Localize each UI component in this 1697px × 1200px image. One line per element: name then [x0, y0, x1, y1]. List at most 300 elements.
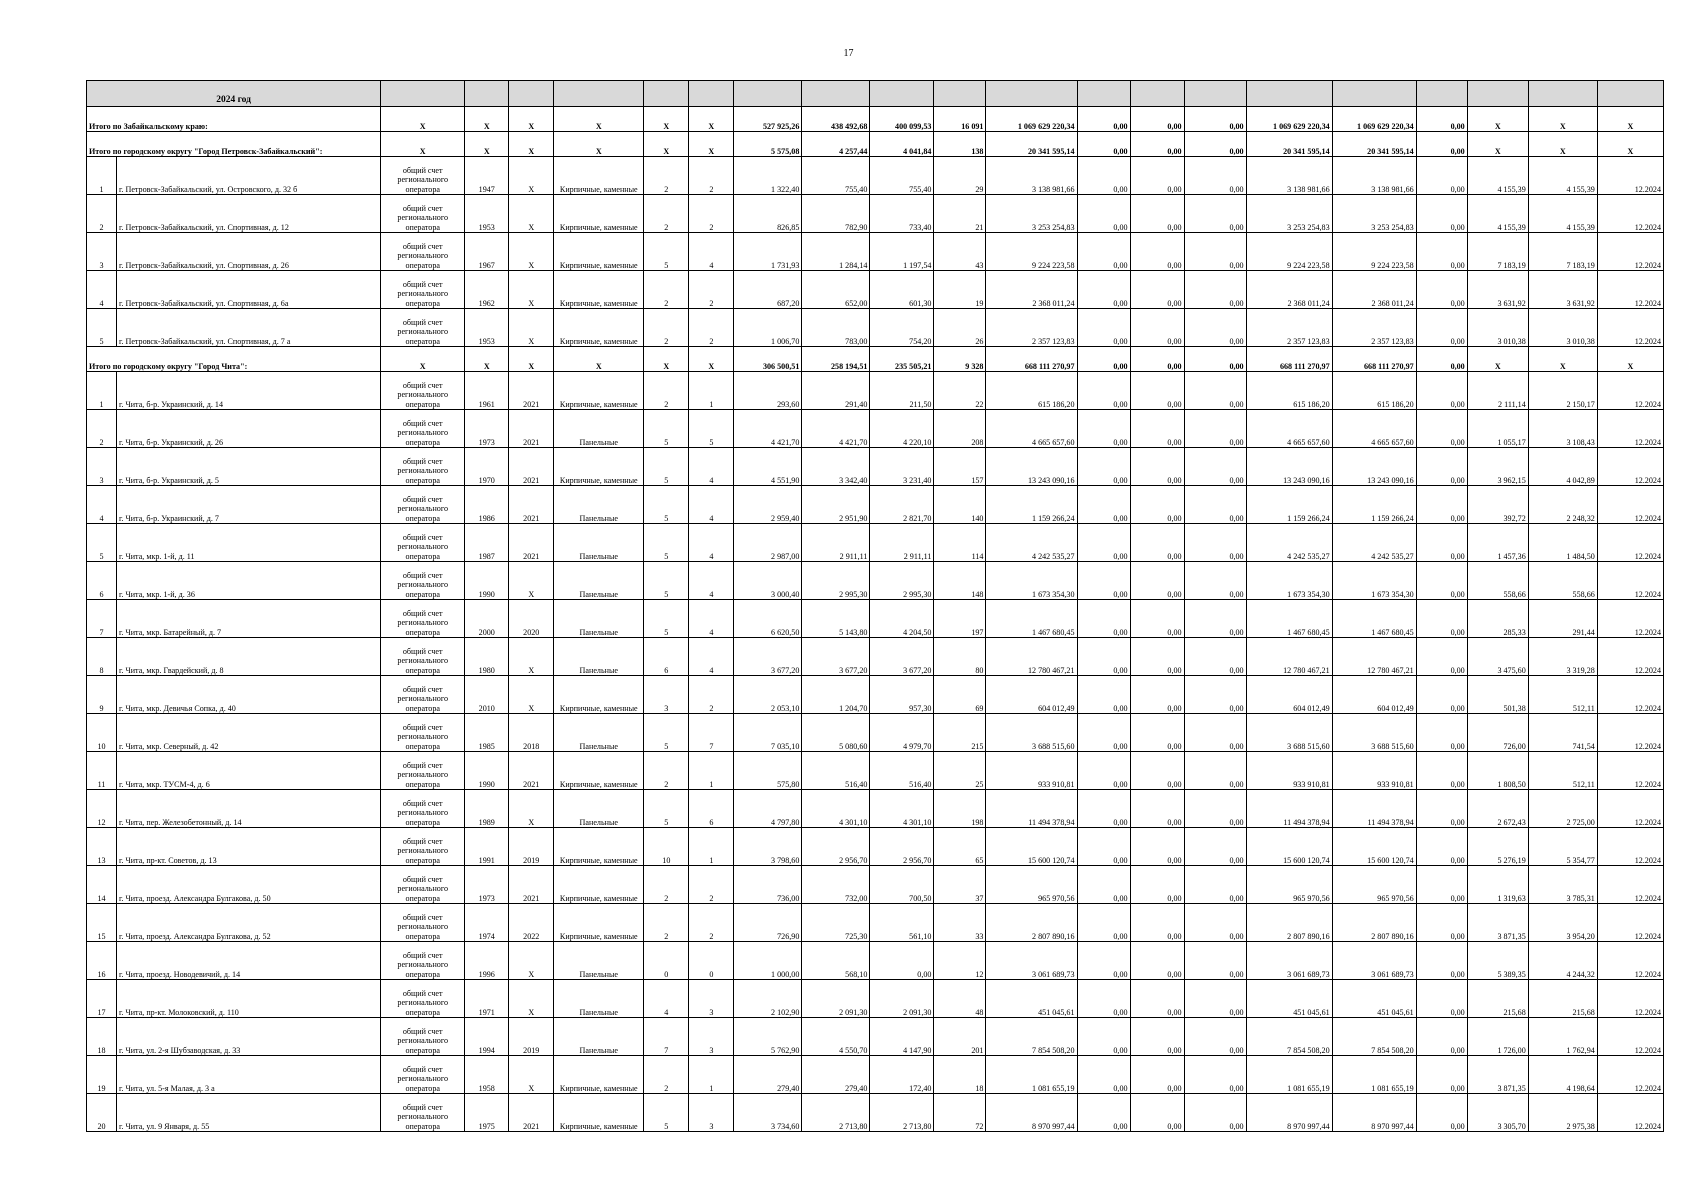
- repair-year-cell: X: [509, 157, 554, 195]
- total-cell: X: [644, 107, 689, 132]
- limit-cost-cell: 512,11: [1528, 752, 1597, 790]
- table-header-row: [87, 81, 1664, 107]
- repair-year-cell: X: [509, 195, 554, 233]
- entrances-cell: 6: [689, 790, 734, 828]
- owned-area-cell: 2 091,30: [870, 980, 934, 1018]
- address-cell: г. Петровск-Забайкальский, ул. Островского, д. 32 б: [117, 157, 381, 195]
- table-row: [87, 866, 1664, 904]
- area-cell: 1 322,40: [734, 157, 802, 195]
- deadline-cell: 12.2024: [1597, 1056, 1663, 1094]
- address-cell: г. Чита, мкр. 1-й, д. 11: [117, 524, 381, 562]
- area-cell: 5 762,90: [734, 1018, 802, 1056]
- repair-year-cell: X: [509, 676, 554, 714]
- deadline-cell: 12.2024: [1597, 676, 1663, 714]
- residential-area-cell: 2 995,30: [802, 562, 870, 600]
- total-cell: 0,00: [1130, 107, 1184, 132]
- fund-cell: 0,00: [1416, 1018, 1467, 1056]
- year-cell: 1961: [465, 372, 509, 410]
- specific-cost-cell: 4 155,39: [1467, 195, 1528, 233]
- address-cell: г. Чита, б-р. Украинский, д. 5: [117, 448, 381, 486]
- header-cell: [1184, 81, 1246, 107]
- residents-cell: 21: [934, 195, 986, 233]
- address-cell: г. Чита, ул. 5-я Малая, д. 3 а: [117, 1056, 381, 1094]
- fund-cell: 0,00: [1184, 676, 1246, 714]
- year-cell: 1953: [465, 309, 509, 347]
- year-cell: 1953: [465, 195, 509, 233]
- total-cell: 0,00: [1184, 132, 1246, 157]
- fund-cell: 0,00: [1077, 828, 1130, 866]
- address-cell: г. Чита, проезд. Александра Булгакова, д. 50: [117, 866, 381, 904]
- residential-area-cell: 279,40: [802, 1056, 870, 1094]
- year-cell: 1987: [465, 524, 509, 562]
- specific-cost-cell: 4 155,39: [1467, 157, 1528, 195]
- owners-funds-cell: 3 061 689,73: [1246, 942, 1332, 980]
- fund-cell: 0,00: [1184, 271, 1246, 309]
- total-cost-cell: 11 494 378,94: [1332, 790, 1416, 828]
- material-cell: Панельные: [554, 562, 644, 600]
- deadline-cell: 12.2024: [1597, 904, 1663, 942]
- residential-area-cell: 755,40: [802, 157, 870, 195]
- entrances-cell: 4: [689, 600, 734, 638]
- floors-cell: 5: [644, 524, 689, 562]
- repair-year-cell: X: [509, 1056, 554, 1094]
- area-cell: 279,40: [734, 1056, 802, 1094]
- floors-cell: 2: [644, 904, 689, 942]
- method-cell: общий счет регионального оператора: [381, 372, 465, 410]
- residential-area-cell: 3 342,40: [802, 448, 870, 486]
- fund-cell: 0,00: [1077, 600, 1130, 638]
- total-cell: 1 069 629 220,34: [1246, 107, 1332, 132]
- cost-cell: 933 910,81: [986, 752, 1077, 790]
- residential-area-cell: 4 550,70: [802, 1018, 870, 1056]
- total-cell: 20 341 595,14: [986, 132, 1077, 157]
- method-cell: общий счет регионального оператора: [381, 980, 465, 1018]
- residents-cell: 140: [934, 486, 986, 524]
- fund-cell: 0,00: [1130, 562, 1184, 600]
- fund-cell: 0,00: [1077, 1094, 1130, 1132]
- fund-cell: 0,00: [1130, 600, 1184, 638]
- limit-cost-cell: 741,54: [1528, 714, 1597, 752]
- owned-area-cell: 211,50: [870, 372, 934, 410]
- method-cell: общий счет регионального оператора: [381, 790, 465, 828]
- limit-cost-cell: 2 725,00: [1528, 790, 1597, 828]
- fund-cell: 0,00: [1416, 676, 1467, 714]
- total-cell: 4 257,44: [802, 132, 870, 157]
- total-cost-cell: 933 910,81: [1332, 752, 1416, 790]
- table-row: [87, 195, 1664, 233]
- deadline-cell: 12.2024: [1597, 372, 1663, 410]
- owners-funds-cell: 12 780 467,21: [1246, 638, 1332, 676]
- fund-cell: 0,00: [1184, 866, 1246, 904]
- total-cost-cell: 2 368 011,24: [1332, 271, 1416, 309]
- specific-cost-cell: 1 055,17: [1467, 410, 1528, 448]
- page-number: 17: [843, 48, 854, 59]
- table-row: [87, 1094, 1664, 1132]
- address-cell: г. Петровск-Забайкальский, ул. Спортивная, д. 12: [117, 195, 381, 233]
- specific-cost-cell: 3 475,60: [1467, 638, 1528, 676]
- repair-year-cell: X: [509, 790, 554, 828]
- year-cell: 2010: [465, 676, 509, 714]
- address-cell: г. Чита, проезд. Новодевичий, д. 14: [117, 942, 381, 980]
- material-cell: Кирпичные, каменные: [554, 233, 644, 271]
- total-cost-cell: 8 970 997,44: [1332, 1094, 1416, 1132]
- method-cell: общий счет регионального оператора: [381, 1056, 465, 1094]
- total-cell: X: [381, 107, 465, 132]
- row-number: 4: [87, 271, 117, 309]
- total-cell: 20 341 595,14: [1246, 132, 1332, 157]
- total-cell: 668 111 270,97: [1246, 347, 1332, 372]
- year-cell: 1973: [465, 866, 509, 904]
- owners-funds-cell: 933 910,81: [1246, 752, 1332, 790]
- cost-cell: 15 600 120,74: [986, 828, 1077, 866]
- fund-cell: 0,00: [1077, 790, 1130, 828]
- owned-area-cell: 754,20: [870, 309, 934, 347]
- address-cell: г. Петровск-Забайкальский, ул. Спортивная, д. 26: [117, 233, 381, 271]
- method-cell: общий счет регионального оператора: [381, 752, 465, 790]
- fund-cell: 0,00: [1416, 828, 1467, 866]
- total-cost-cell: 7 854 508,20: [1332, 1018, 1416, 1056]
- fund-cell: 0,00: [1077, 980, 1130, 1018]
- residential-area-cell: 725,30: [802, 904, 870, 942]
- cost-cell: 2 357 123,83: [986, 309, 1077, 347]
- deadline-cell: 12.2024: [1597, 866, 1663, 904]
- residents-cell: 201: [934, 1018, 986, 1056]
- deadline-cell: 12.2024: [1597, 195, 1663, 233]
- header-cell: [1597, 81, 1663, 107]
- total-label: Итого по Забайкальскому краю:: [87, 107, 381, 132]
- fund-cell: 0,00: [1184, 752, 1246, 790]
- header-cell: [1077, 81, 1130, 107]
- fund-cell: 0,00: [1130, 980, 1184, 1018]
- table-row: [87, 638, 1664, 676]
- deadline-cell: 12.2024: [1597, 790, 1663, 828]
- material-cell: Кирпичные, каменные: [554, 271, 644, 309]
- cost-cell: 2 807 890,16: [986, 904, 1077, 942]
- method-cell: общий счет регионального оператора: [381, 866, 465, 904]
- year-cell: 1991: [465, 828, 509, 866]
- row-number: 1: [87, 372, 117, 410]
- row-number: 13: [87, 828, 117, 866]
- material-cell: Панельные: [554, 980, 644, 1018]
- limit-cost-cell: 3 319,28: [1528, 638, 1597, 676]
- residents-cell: 157: [934, 448, 986, 486]
- cost-cell: 1 081 655,19: [986, 1056, 1077, 1094]
- address-cell: г. Чита, мкр. Батарейный, д. 7: [117, 600, 381, 638]
- total-cell: X: [644, 347, 689, 372]
- specific-cost-cell: 215,68: [1467, 980, 1528, 1018]
- total-cell: X: [1467, 347, 1528, 372]
- year-cell: 1974: [465, 904, 509, 942]
- method-cell: общий счет регионального оператора: [381, 448, 465, 486]
- fund-cell: 0,00: [1077, 448, 1130, 486]
- fund-cell: 0,00: [1077, 942, 1130, 980]
- owners-funds-cell: 15 600 120,74: [1246, 828, 1332, 866]
- residents-cell: 26: [934, 309, 986, 347]
- total-cell: 438 492,68: [802, 107, 870, 132]
- fund-cell: 0,00: [1130, 828, 1184, 866]
- material-cell: Кирпичные, каменные: [554, 866, 644, 904]
- address-cell: г. Чита, ул. 2-я Шубзаводская, д. 33: [117, 1018, 381, 1056]
- residential-area-cell: 5 143,80: [802, 600, 870, 638]
- floors-cell: 5: [644, 790, 689, 828]
- residential-area-cell: 1 284,14: [802, 233, 870, 271]
- entrances-cell: 2: [689, 309, 734, 347]
- fund-cell: 0,00: [1416, 752, 1467, 790]
- total-cell: 668 111 270,97: [986, 347, 1077, 372]
- limit-cost-cell: 3 631,92: [1528, 271, 1597, 309]
- floors-cell: 5: [644, 233, 689, 271]
- entrances-cell: 2: [689, 195, 734, 233]
- owned-area-cell: 4 204,50: [870, 600, 934, 638]
- entrances-cell: 1: [689, 372, 734, 410]
- method-cell: общий счет регионального оператора: [381, 524, 465, 562]
- method-cell: общий счет регионального оператора: [381, 309, 465, 347]
- fund-cell: 0,00: [1184, 1094, 1246, 1132]
- specific-cost-cell: 1 457,36: [1467, 524, 1528, 562]
- fund-cell: 0,00: [1416, 524, 1467, 562]
- specific-cost-cell: 3 871,35: [1467, 1056, 1528, 1094]
- residents-cell: 148: [934, 562, 986, 600]
- specific-cost-cell: 3 010,38: [1467, 309, 1528, 347]
- repair-year-cell: 2021: [509, 524, 554, 562]
- residents-cell: 198: [934, 790, 986, 828]
- deadline-cell: 12.2024: [1597, 714, 1663, 752]
- repair-year-cell: 2021: [509, 448, 554, 486]
- total-cell: X: [465, 347, 509, 372]
- fund-cell: 0,00: [1077, 309, 1130, 347]
- total-cell: X: [465, 107, 509, 132]
- cost-cell: 8 970 997,44: [986, 1094, 1077, 1132]
- total-cell: X: [689, 107, 734, 132]
- header-cell: [1130, 81, 1184, 107]
- floors-cell: 5: [644, 486, 689, 524]
- table-row: [87, 486, 1664, 524]
- specific-cost-cell: 7 183,19: [1467, 233, 1528, 271]
- area-cell: 1 000,00: [734, 942, 802, 980]
- floors-cell: 2: [644, 1056, 689, 1094]
- header-cell: [934, 81, 986, 107]
- floors-cell: 7: [644, 1018, 689, 1056]
- total-cost-cell: 1 673 354,30: [1332, 562, 1416, 600]
- fund-cell: 0,00: [1130, 271, 1184, 309]
- limit-cost-cell: 1 762,94: [1528, 1018, 1597, 1056]
- deadline-cell: 12.2024: [1597, 600, 1663, 638]
- owned-area-cell: 3 231,40: [870, 448, 934, 486]
- fund-cell: 0,00: [1184, 233, 1246, 271]
- residential-area-cell: 2 951,90: [802, 486, 870, 524]
- repair-year-cell: 2021: [509, 1094, 554, 1132]
- year-cell: 1990: [465, 752, 509, 790]
- header-cell: [644, 81, 689, 107]
- repair-year-cell: X: [509, 271, 554, 309]
- fund-cell: 0,00: [1077, 372, 1130, 410]
- total-cell: 0,00: [1130, 347, 1184, 372]
- specific-cost-cell: 5 389,35: [1467, 942, 1528, 980]
- deadline-cell: 12.2024: [1597, 448, 1663, 486]
- fund-cell: 0,00: [1077, 524, 1130, 562]
- owners-funds-cell: 604 012,49: [1246, 676, 1332, 714]
- area-cell: 3 734,60: [734, 1094, 802, 1132]
- repair-year-cell: 2020: [509, 600, 554, 638]
- total-cost-cell: 2 357 123,83: [1332, 309, 1416, 347]
- cost-cell: 4 242 535,27: [986, 524, 1077, 562]
- specific-cost-cell: 726,00: [1467, 714, 1528, 752]
- total-cell: 0,00: [1416, 347, 1467, 372]
- owned-area-cell: 1 197,54: [870, 233, 934, 271]
- fund-cell: 0,00: [1184, 638, 1246, 676]
- fund-cell: 0,00: [1416, 790, 1467, 828]
- deadline-cell: 12.2024: [1597, 1094, 1663, 1132]
- total-cost-cell: 3 253 254,83: [1332, 195, 1416, 233]
- total-cell: 1 069 629 220,34: [1332, 107, 1416, 132]
- header-cell: [1416, 81, 1467, 107]
- deadline-cell: 12.2024: [1597, 410, 1663, 448]
- owners-funds-cell: 4 242 535,27: [1246, 524, 1332, 562]
- method-cell: общий счет регионального оператора: [381, 157, 465, 195]
- fund-cell: 0,00: [1077, 714, 1130, 752]
- method-cell: общий счет регионального оператора: [381, 676, 465, 714]
- fund-cell: 0,00: [1416, 714, 1467, 752]
- total-cell: 0,00: [1416, 132, 1467, 157]
- deadline-cell: 12.2024: [1597, 638, 1663, 676]
- material-cell: Панельные: [554, 486, 644, 524]
- deadline-cell: 12.2024: [1597, 271, 1663, 309]
- table-row: [87, 828, 1664, 866]
- cost-cell: 615 186,20: [986, 372, 1077, 410]
- owned-area-cell: 0,00: [870, 942, 934, 980]
- total-cost-cell: 3 688 515,60: [1332, 714, 1416, 752]
- fund-cell: 0,00: [1416, 980, 1467, 1018]
- material-cell: Панельные: [554, 714, 644, 752]
- entrances-cell: 2: [689, 904, 734, 942]
- row-number: 8: [87, 638, 117, 676]
- repair-year-cell: X: [509, 942, 554, 980]
- repair-year-cell: 2019: [509, 1018, 554, 1056]
- total-cell: X: [1528, 132, 1597, 157]
- owners-funds-cell: 1 159 266,24: [1246, 486, 1332, 524]
- material-cell: Кирпичные, каменные: [554, 1094, 644, 1132]
- fund-cell: 0,00: [1416, 195, 1467, 233]
- area-cell: 1 731,93: [734, 233, 802, 271]
- cost-cell: 9 224 223,58: [986, 233, 1077, 271]
- table-row: [87, 524, 1664, 562]
- total-cell: X: [381, 347, 465, 372]
- year-cell: 1958: [465, 1056, 509, 1094]
- cost-cell: 2 368 011,24: [986, 271, 1077, 309]
- fund-cell: 0,00: [1184, 309, 1246, 347]
- fund-cell: 0,00: [1416, 233, 1467, 271]
- material-cell: Панельные: [554, 410, 644, 448]
- residents-cell: 80: [934, 638, 986, 676]
- owners-funds-cell: 2 807 890,16: [1246, 904, 1332, 942]
- table-row: [87, 714, 1664, 752]
- deadline-cell: 12.2024: [1597, 942, 1663, 980]
- owned-area-cell: 516,40: [870, 752, 934, 790]
- owners-funds-cell: 13 243 090,16: [1246, 448, 1332, 486]
- owned-area-cell: 172,40: [870, 1056, 934, 1094]
- material-cell: Кирпичные, каменные: [554, 309, 644, 347]
- fund-cell: 0,00: [1077, 157, 1130, 195]
- total-cost-cell: 4 242 535,27: [1332, 524, 1416, 562]
- fund-cell: 0,00: [1184, 1018, 1246, 1056]
- area-cell: 1 006,70: [734, 309, 802, 347]
- fund-cell: 0,00: [1416, 942, 1467, 980]
- owners-funds-cell: 3 688 515,60: [1246, 714, 1332, 752]
- floors-cell: 5: [644, 448, 689, 486]
- table-row: [87, 562, 1664, 600]
- row-number: 10: [87, 714, 117, 752]
- table-row: [87, 942, 1664, 980]
- fund-cell: 0,00: [1416, 600, 1467, 638]
- deadline-cell: 12.2024: [1597, 157, 1663, 195]
- total-cell: X: [1528, 347, 1597, 372]
- row-number: 19: [87, 1056, 117, 1094]
- owners-funds-cell: 1 673 354,30: [1246, 562, 1332, 600]
- year-cell: 2000: [465, 600, 509, 638]
- material-cell: Кирпичные, каменные: [554, 157, 644, 195]
- table-row: [87, 448, 1664, 486]
- address-cell: г. Чита, б-р. Украинский, д. 26: [117, 410, 381, 448]
- address-cell: г. Чита, ул. 9 Января, д. 55: [117, 1094, 381, 1132]
- entrances-cell: 1: [689, 1056, 734, 1094]
- residents-cell: 33: [934, 904, 986, 942]
- residential-area-cell: 5 080,60: [802, 714, 870, 752]
- fund-cell: 0,00: [1416, 1094, 1467, 1132]
- limit-cost-cell: 2 150,17: [1528, 372, 1597, 410]
- fund-cell: 0,00: [1130, 752, 1184, 790]
- total-cell: X: [509, 132, 554, 157]
- year-cell: 1996: [465, 942, 509, 980]
- total-cell: 0,00: [1184, 107, 1246, 132]
- table-row: [87, 271, 1664, 309]
- table-row: [87, 372, 1664, 410]
- limit-cost-cell: 2 975,38: [1528, 1094, 1597, 1132]
- cost-cell: 7 854 508,20: [986, 1018, 1077, 1056]
- address-cell: г. Чита, пр-кт. Советов, д. 13: [117, 828, 381, 866]
- total-cost-cell: 4 665 657,60: [1332, 410, 1416, 448]
- fund-cell: 0,00: [1184, 562, 1246, 600]
- fund-cell: 0,00: [1130, 524, 1184, 562]
- address-cell: г. Чита, мкр. ТУСМ-4, д. 6: [117, 752, 381, 790]
- area-cell: 2 053,10: [734, 676, 802, 714]
- owners-funds-cell: 4 665 657,60: [1246, 410, 1332, 448]
- limit-cost-cell: 4 198,64: [1528, 1056, 1597, 1094]
- material-cell: Панельные: [554, 942, 644, 980]
- owners-funds-cell: 2 368 011,24: [1246, 271, 1332, 309]
- specific-cost-cell: 1 808,50: [1467, 752, 1528, 790]
- deadline-cell: 12.2024: [1597, 233, 1663, 271]
- material-cell: Кирпичные, каменные: [554, 1056, 644, 1094]
- floors-cell: 2: [644, 866, 689, 904]
- residents-cell: 22: [934, 372, 986, 410]
- floors-cell: 0: [644, 942, 689, 980]
- entrances-cell: 7: [689, 714, 734, 752]
- total-cell: X: [554, 107, 644, 132]
- method-cell: общий счет регионального оператора: [381, 904, 465, 942]
- total-cost-cell: 9 224 223,58: [1332, 233, 1416, 271]
- floors-cell: 2: [644, 752, 689, 790]
- residential-area-cell: 732,00: [802, 866, 870, 904]
- fund-cell: 0,00: [1077, 410, 1130, 448]
- specific-cost-cell: 1 319,63: [1467, 866, 1528, 904]
- row-number: 5: [87, 524, 117, 562]
- owned-area-cell: 2 713,80: [870, 1094, 934, 1132]
- residential-area-cell: 2 956,70: [802, 828, 870, 866]
- area-cell: 6 620,50: [734, 600, 802, 638]
- year-cell: 1989: [465, 790, 509, 828]
- owners-funds-cell: 8 970 997,44: [1246, 1094, 1332, 1132]
- floors-cell: 2: [644, 309, 689, 347]
